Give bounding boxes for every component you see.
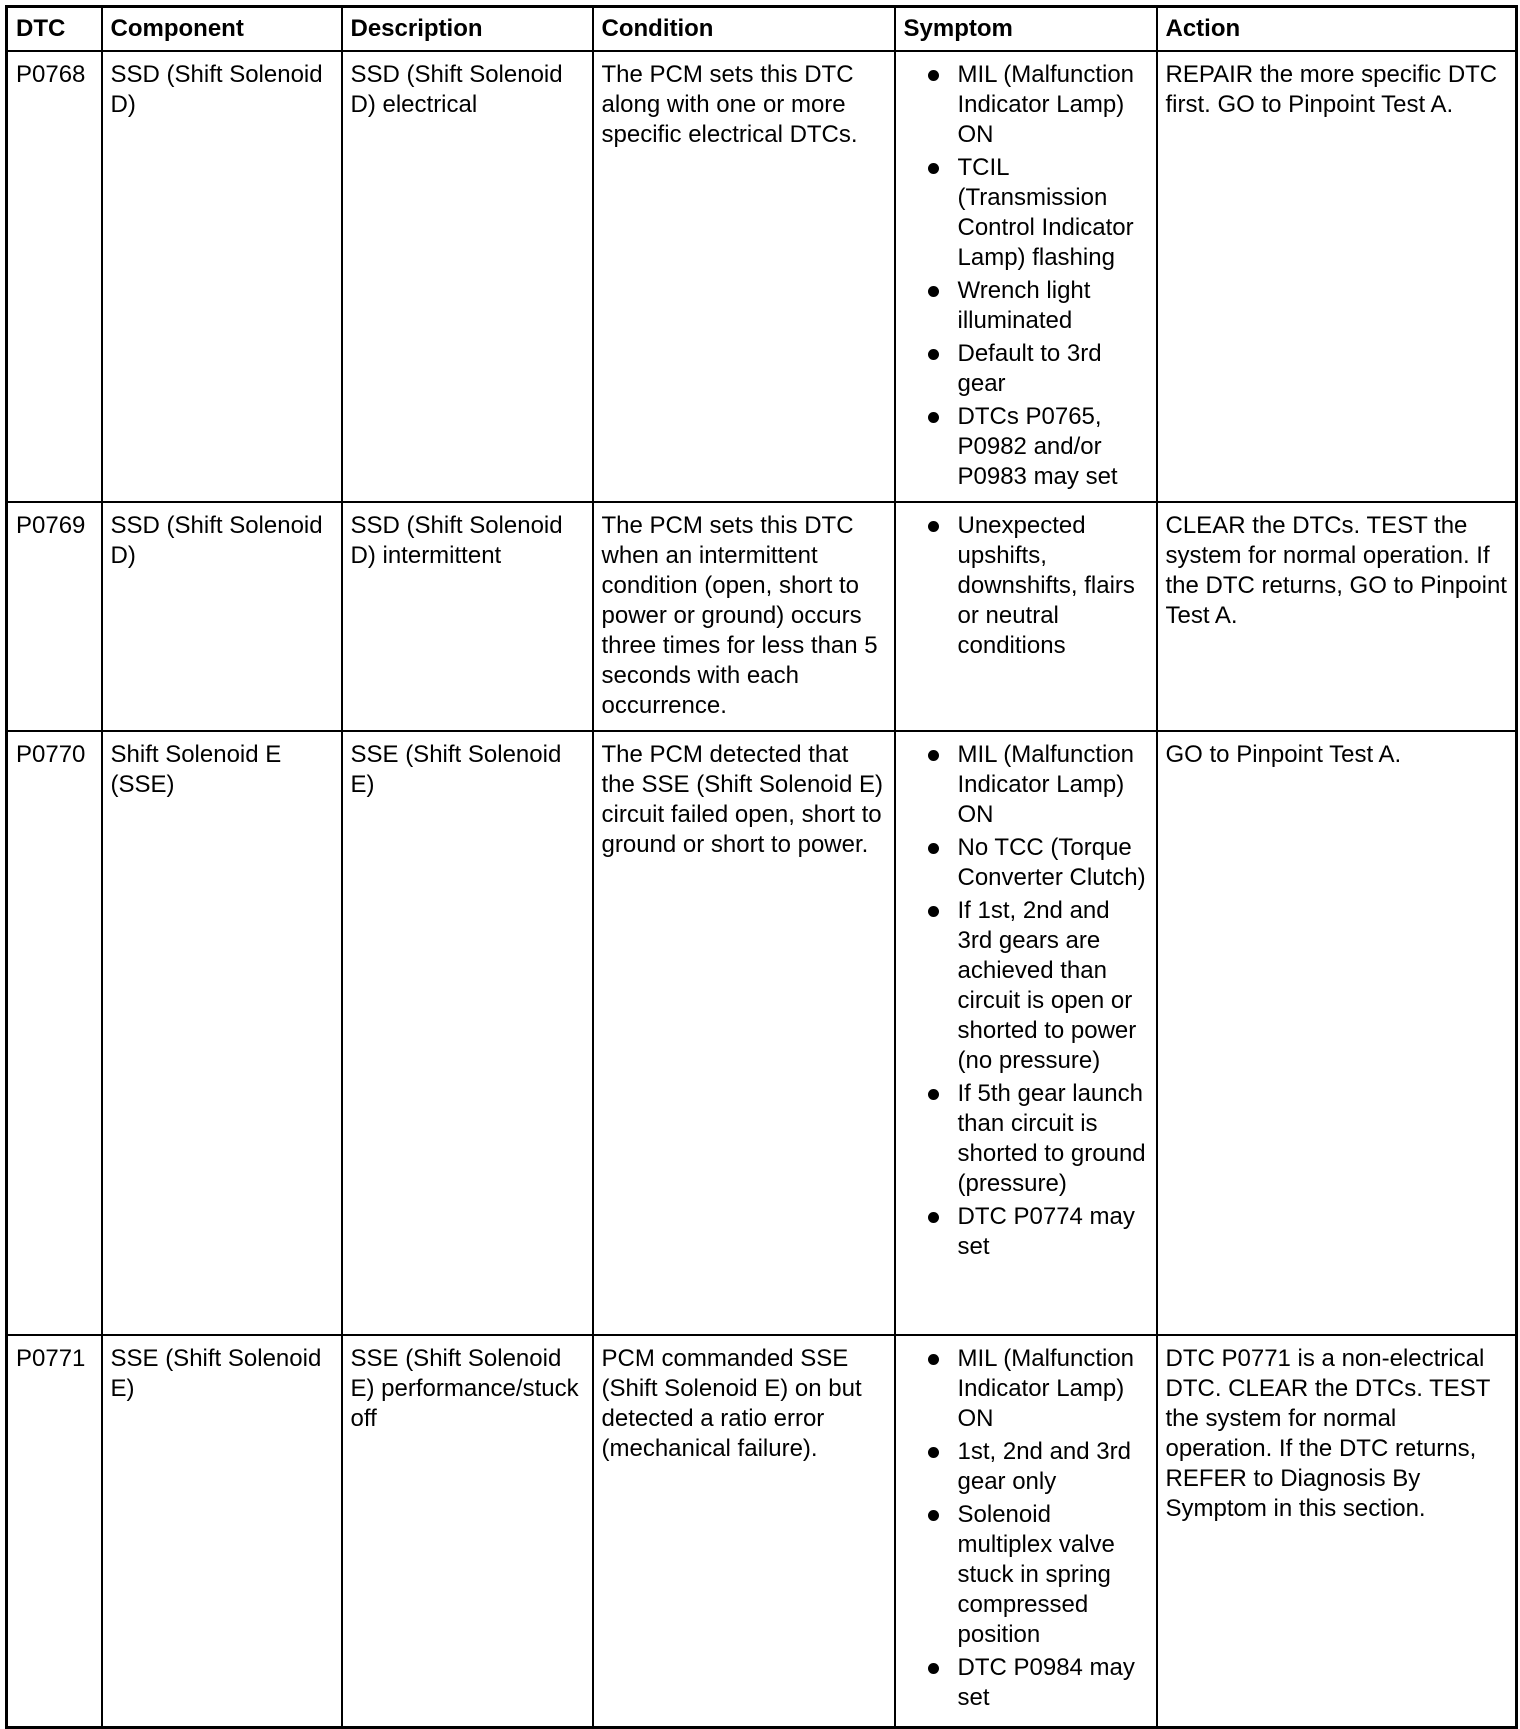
- symptom-item: [904, 1202, 1148, 1262]
- symptom-text: 1st, 2nd and 3rd gear only: [957, 1438, 1131, 1495]
- symptom-text: Wrench light illuminated: [957, 277, 1091, 334]
- dtc-cell: P0771: [7, 1335, 102, 1728]
- component-cell: Shift Solenoid E (SSE): [102, 731, 342, 1335]
- table-row: [7, 731, 1517, 1335]
- symptom-item: [904, 153, 1148, 273]
- symptom-text: TCIL (Transmission Control Indicator Lamp) flashing: [957, 154, 1134, 271]
- symptom-item: [904, 276, 1148, 336]
- symptom-item: [904, 402, 1148, 492]
- action-cell: CLEAR the DTCs. TEST the system for normal operation. If the DTC returns, GO to Pinpoint Test A.: [1157, 502, 1517, 731]
- symptom-item: [904, 1437, 1148, 1497]
- symptom-cell: [895, 502, 1157, 731]
- bullet-icon: [928, 750, 939, 761]
- symptom-cell: [895, 731, 1157, 1335]
- symptom-text: DTCs P0765, P0982 and/or P0983 may set: [957, 403, 1118, 490]
- symptom-item: [904, 339, 1148, 399]
- symptom-item: [904, 896, 1148, 1076]
- header-condition: Condition: [593, 7, 895, 52]
- table-row: [7, 502, 1517, 731]
- symptom-item: [904, 511, 1148, 661]
- description-cell: SSD (Shift Solenoid D) electrical: [342, 51, 593, 502]
- symptom-item: [904, 1079, 1148, 1199]
- symptom-text: Default to 3rd gear: [957, 340, 1102, 397]
- description-cell: SSE (Shift Solenoid E): [342, 731, 593, 1335]
- bullet-icon: [928, 412, 939, 423]
- bullet-icon: [928, 1447, 939, 1458]
- header-symptom: Symptom: [895, 7, 1157, 52]
- dtc-table: [5, 5, 1518, 1729]
- header-component: Component: [102, 7, 342, 52]
- header-row: [7, 7, 1517, 52]
- component-cell: SSD (Shift Solenoid D): [102, 502, 342, 731]
- bullet-icon: [928, 1663, 939, 1674]
- header-action: Action: [1157, 7, 1517, 52]
- bullet-icon: [928, 286, 939, 297]
- symptom-item: [904, 60, 1148, 150]
- dtc-cell: P0768: [7, 51, 102, 502]
- description-cell: SSD (Shift Solenoid D) intermittent: [342, 502, 593, 731]
- header-dtc: DTC: [7, 7, 102, 52]
- bullet-icon: [928, 843, 939, 854]
- symptom-text: MIL (Malfunction Indicator Lamp) ON: [957, 61, 1135, 148]
- action-cell: GO to Pinpoint Test A.: [1157, 731, 1517, 1335]
- bullet-icon: [928, 1510, 939, 1521]
- dtc-cell: P0770: [7, 731, 102, 1335]
- bullet-icon: [928, 349, 939, 360]
- symptom-cell: [895, 1335, 1157, 1728]
- condition-cell: PCM commanded SSE (Shift Solenoid E) on but detected a ratio error (mechanical failure).: [593, 1335, 895, 1728]
- symptom-list: [904, 740, 1148, 1262]
- symptom-text: MIL (Malfunction Indicator Lamp) ON: [957, 1345, 1135, 1432]
- bullet-icon: [928, 1089, 939, 1100]
- bullet-icon: [928, 70, 939, 81]
- symptom-list: [904, 60, 1148, 492]
- action-cell: REPAIR the more specific DTC first. GO to Pinpoint Test A.: [1157, 51, 1517, 502]
- symptom-text: If 5th gear launch than circuit is shorted to ground (pressure): [957, 1080, 1146, 1197]
- symptom-item: [904, 833, 1148, 893]
- symptom-text: DTC P0984 may set: [957, 1654, 1135, 1711]
- bullet-icon: [928, 521, 939, 532]
- header-description: Description: [342, 7, 593, 52]
- condition-cell: The PCM detected that the SSE (Shift Solenoid E) circuit failed open, short to ground or short to power.: [593, 731, 895, 1335]
- dtc-cell: P0769: [7, 502, 102, 731]
- condition-cell: The PCM sets this DTC when an intermittent condition (open, short to power or ground) occurs three times for less than 5 seconds with each occurrence.: [593, 502, 895, 731]
- symptom-item: [904, 740, 1148, 830]
- condition-cell: The PCM sets this DTC along with one or more specific electrical DTCs.: [593, 51, 895, 502]
- table-row: [7, 51, 1517, 502]
- symptom-list: [904, 511, 1148, 661]
- symptom-text: DTC P0774 may set: [957, 1203, 1135, 1260]
- action-cell: DTC P0771 is a non-electrical DTC. CLEAR the DTCs. TEST the system for normal operation. If the DTC returns, REFER to Diagnosis By Symptom in this section.: [1157, 1335, 1517, 1728]
- bullet-icon: [928, 906, 939, 917]
- table-row: [7, 1335, 1517, 1728]
- symptom-item: [904, 1653, 1148, 1713]
- table-header: [7, 7, 1517, 52]
- symptom-text: If 1st, 2nd and 3rd gears are achieved than circuit is open or shorted to power (no pressure): [957, 897, 1137, 1074]
- symptom-text: Unexpected upshifts, downshifts, flairs or neutral conditions: [957, 512, 1135, 659]
- table-body: [7, 51, 1517, 1728]
- bullet-icon: [928, 1212, 939, 1223]
- symptom-cell: [895, 51, 1157, 502]
- component-cell: SSE (Shift Solenoid E): [102, 1335, 342, 1728]
- component-cell: SSD (Shift Solenoid D): [102, 51, 342, 502]
- symptom-item: [904, 1500, 1148, 1650]
- bullet-icon: [928, 163, 939, 174]
- bullet-icon: [928, 1354, 939, 1365]
- symptom-item: [904, 1344, 1148, 1434]
- symptom-list: [904, 1344, 1148, 1713]
- description-cell: SSE (Shift Solenoid E) performance/stuck off: [342, 1335, 593, 1728]
- symptom-text: No TCC (Torque Converter Clutch): [957, 834, 1146, 891]
- symptom-text: MIL (Malfunction Indicator Lamp) ON: [957, 741, 1135, 828]
- symptom-text: Solenoid multiplex valve stuck in spring compressed position: [957, 1501, 1115, 1648]
